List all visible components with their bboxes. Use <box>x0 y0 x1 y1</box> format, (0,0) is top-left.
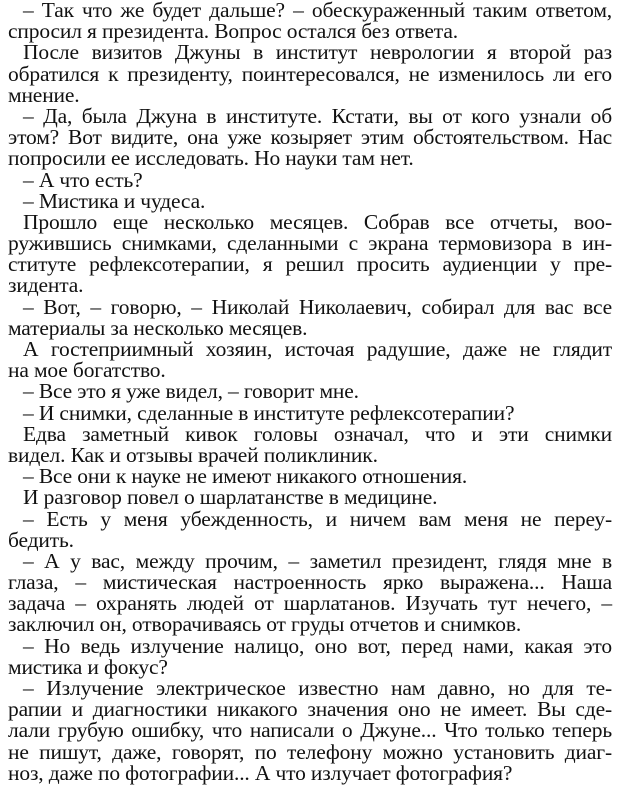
text-line: А гостеприимный хозяин, источая радушие, даже не глядит <box>23 337 612 361</box>
text-line: мистика и фокус? <box>8 654 168 679</box>
text-line: рапии и диагностики никакого значения оно не имеет. Вы сде- <box>8 697 612 722</box>
text-line: не пишут, даже, говорят, по телефону можно установить диаг- <box>8 739 612 764</box>
text-line: материалы за несколько месяцев. <box>8 315 308 340</box>
text-line: – Но ведь излучение налицо, оно вот, перед нами, какая это <box>23 633 612 658</box>
text-line: – Вот, – говорю, – Николай Николаевич, собирал для вас все <box>23 294 612 319</box>
text-line: – Излучение электрическое известно нам давно, но для те- <box>23 676 612 700</box>
text-line: И разговор повел о шарлатанстве в медицине. <box>23 485 438 510</box>
text-line: на мое богатство. <box>8 358 166 383</box>
text-line: ружившись снимками, сделанными с экрана термовизора в ин- <box>8 231 612 256</box>
text-line: – Мистика и чудеса. <box>23 188 206 213</box>
text-line: Едва заметный кивок головы означал, что и эти снимки <box>23 421 612 446</box>
text-line: – Все они к науке не имеют никакого отношения. <box>23 464 468 489</box>
text-line: Прошло еще несколько месяцев. Собрав все отчеты, воо- <box>23 209 612 234</box>
text-line: – Да, была Джуна в институте. Кстати, вы от кого узнали об <box>23 103 612 128</box>
text-line: заключил он, отворачиваясь от груды отчетов и снимков. <box>8 612 522 637</box>
text-line: ноз, даже по фотографии... А что излучает фотография? <box>8 760 513 785</box>
text-line: мнение. <box>8 82 80 107</box>
text-line: – Так что же будет дальше? – обескураженный таким ответом, <box>23 0 612 22</box>
text-line: спросил я президента. Вопрос остался без ответа. <box>8 19 458 44</box>
text-line: обратился к президенту, поинтересовался, не изменилось ли его <box>8 61 612 86</box>
text-line: – А у вас, между прочим, – заметил президент, глядя мне в <box>23 548 612 573</box>
text-line: этом? Вот видите, она уже козыряет этим обстоятельством. Нас <box>8 125 612 150</box>
text-line: – А что есть? <box>23 167 143 192</box>
text-line: – Все это я уже видел, – говорит мне. <box>23 379 359 404</box>
text-line: – Есть у меня убежденность, и ничем вам меня не переу- <box>23 506 612 531</box>
text-line: видел. Как и отзывы врачей поликлиник. <box>8 442 378 467</box>
text-line: ституте рефлексотерапии, я решил просить аудиенции у пре- <box>8 252 612 277</box>
text-line: После визитов Джуны в институт неврологии я второй раз <box>23 40 612 65</box>
text-line: попросили ее исследовать. Но науки там нет. <box>8 146 414 171</box>
text-line: зидента. <box>8 273 84 298</box>
text-line: бедить. <box>8 527 74 552</box>
text-line: – И снимки, сделанные в институте рефлексотерапии? <box>23 400 515 425</box>
text-line: лали грубую ошибку, что написали о Джуне... Что только теперь <box>8 718 612 743</box>
text-line: глаза, – мистическая настроенность ярко выражена... Наша <box>8 570 612 595</box>
text-line: задача – охранять людей от шарлатанов. Изучать тут нечего, – <box>8 591 612 616</box>
